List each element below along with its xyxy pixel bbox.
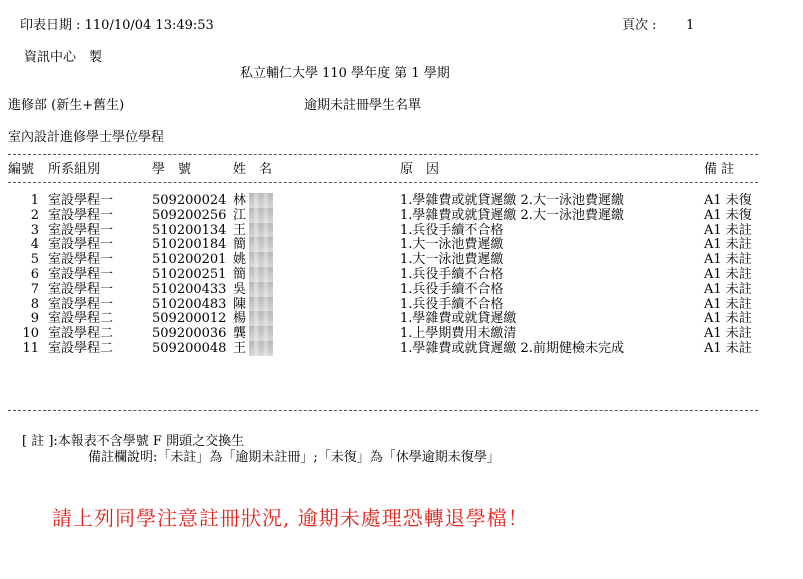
row-student-id: 509200036 bbox=[152, 326, 227, 342]
table-row bbox=[0, 267, 803, 282]
row-name: 江 bbox=[233, 207, 247, 223]
department: 室內設計進修學士學位學程 bbox=[8, 130, 165, 145]
row-remark: A1 未復 bbox=[704, 207, 752, 223]
row-group: 室設學程一 bbox=[48, 267, 114, 282]
name-redaction bbox=[249, 237, 273, 252]
row-remark: A1 未註 bbox=[704, 281, 752, 297]
row-no: 3 bbox=[30, 222, 39, 238]
col-no: 編號 bbox=[8, 162, 35, 177]
row-reason: 1.兵役手續不合格 bbox=[400, 222, 504, 238]
row-no: 5 bbox=[30, 252, 39, 268]
name-redaction bbox=[249, 252, 273, 267]
row-group: 室設學程一 bbox=[48, 252, 114, 268]
col-remark: 備 註 bbox=[704, 162, 735, 177]
row-no: 11 bbox=[22, 341, 39, 356]
name-redaction bbox=[249, 326, 273, 341]
table-header bbox=[0, 162, 803, 177]
row-reason: 1.大一泳池費遲繳 bbox=[400, 252, 504, 268]
row-no: 6 bbox=[30, 267, 39, 282]
row-group: 室設學程一 bbox=[48, 193, 114, 208]
note-remark-legend: 備註欄說明:「未註」為「逾期未註冊」;「未復」為「休學逾期未復學」 bbox=[88, 450, 500, 465]
row-remark: A1 未註 bbox=[704, 252, 752, 268]
row-name: 簡 bbox=[233, 267, 247, 282]
table-row bbox=[0, 223, 803, 238]
row-name: 陳 bbox=[233, 296, 247, 312]
table-top-rule bbox=[8, 154, 758, 155]
row-student-id: 510200201 bbox=[152, 252, 227, 268]
row-remark: A1 未註 bbox=[704, 237, 752, 253]
col-name: 姓 名 bbox=[233, 162, 273, 177]
row-reason: 1.兵役手續不合格 bbox=[400, 296, 504, 312]
row-no: 4 bbox=[30, 237, 39, 253]
row-group: 室設學程二 bbox=[48, 311, 114, 327]
page-label: 頁次 : bbox=[622, 18, 657, 33]
row-group: 室設學程二 bbox=[48, 326, 114, 342]
school-title: 私立輔仁大學 110 學年度 第 1 學期 bbox=[240, 66, 450, 81]
row-group: 室設學程一 bbox=[48, 296, 114, 312]
page-number: 1 bbox=[686, 18, 695, 33]
name-redaction bbox=[249, 341, 273, 356]
table-row bbox=[0, 311, 803, 326]
row-student-id: 510200134 bbox=[152, 222, 227, 238]
row-student-id: 510200251 bbox=[152, 267, 227, 282]
table-row bbox=[0, 208, 803, 223]
row-name: 龔 bbox=[233, 326, 247, 342]
row-no: 10 bbox=[22, 326, 39, 342]
table-row bbox=[0, 193, 803, 208]
producer: 資訊中心 製 bbox=[24, 50, 103, 65]
report-title: 逾期未註冊學生名單 bbox=[304, 98, 422, 113]
row-name: 姚 bbox=[233, 252, 247, 268]
col-group: 所系組別 bbox=[48, 162, 101, 177]
print-date: 印表日期 : 110/10/04 13:49:53 bbox=[20, 18, 214, 33]
name-redaction bbox=[249, 282, 273, 297]
row-no: 8 bbox=[30, 296, 39, 312]
row-group: 室設學程一 bbox=[48, 207, 114, 223]
row-remark: A1 未註 bbox=[704, 222, 752, 238]
name-redaction bbox=[249, 193, 273, 208]
row-reason: 1.學雜費或就貸遲繳 2.大一泳池費遲繳 bbox=[400, 207, 624, 223]
col-reason: 原 因 bbox=[400, 162, 440, 177]
table-row bbox=[0, 297, 803, 312]
name-redaction bbox=[249, 223, 273, 238]
table-row bbox=[0, 341, 803, 356]
row-reason: 1.兵役手續不合格 bbox=[400, 267, 504, 282]
row-remark: A1 未註 bbox=[704, 296, 752, 312]
row-reason: 1.大一泳池費遲繳 bbox=[400, 237, 504, 253]
row-student-id: 509200024 bbox=[152, 193, 227, 208]
row-remark: A1 未復 bbox=[704, 193, 752, 208]
row-remark: A1 未註 bbox=[704, 326, 752, 342]
table-row bbox=[0, 326, 803, 341]
row-remark: A1 未註 bbox=[704, 341, 752, 356]
col-student-id: 學 號 bbox=[152, 162, 192, 177]
row-group: 室設學程一 bbox=[48, 222, 114, 238]
name-redaction bbox=[249, 311, 273, 326]
row-student-id: 510200483 bbox=[152, 296, 227, 312]
table-row bbox=[0, 252, 803, 267]
name-redaction bbox=[249, 297, 273, 312]
row-no: 1 bbox=[30, 193, 39, 208]
row-group: 室設學程一 bbox=[48, 237, 114, 253]
row-no: 7 bbox=[30, 281, 39, 297]
row-reason: 1.兵役手續不合格 bbox=[400, 281, 504, 297]
row-reason: 1.學雜費或就貸遲繳 bbox=[400, 311, 517, 327]
row-name: 吳 bbox=[233, 281, 247, 297]
row-student-id: 509200012 bbox=[152, 311, 227, 327]
row-student-id: 510200433 bbox=[152, 281, 227, 297]
row-reason: 1.學雜費或就貸遲繳 2.大一泳池費遲繳 bbox=[400, 193, 624, 208]
note-exchange: [ 註 ]:本報表不含學號 F 開頭之交換生 bbox=[22, 434, 245, 449]
row-name: 王 bbox=[233, 222, 247, 238]
row-name: 王 bbox=[233, 341, 247, 356]
table-row bbox=[0, 237, 803, 252]
row-name: 簡 bbox=[233, 237, 247, 253]
row-name: 楊 bbox=[233, 311, 247, 327]
table-bottom-rule bbox=[8, 410, 758, 411]
name-redaction bbox=[249, 208, 273, 223]
name-redaction bbox=[249, 267, 273, 282]
row-remark: A1 未註 bbox=[704, 311, 752, 327]
table-header-rule bbox=[8, 182, 758, 183]
row-group: 室設學程一 bbox=[48, 281, 114, 297]
row-reason: 1.學雜費或就貸遲繳 2.前期健檢未完成 bbox=[400, 341, 624, 356]
row-name: 林 bbox=[233, 193, 247, 208]
row-student-id: 509200048 bbox=[152, 341, 227, 356]
registration-notice: 請上列同學注意註冊狀況, 逾期未處理恐轉退學檔！ bbox=[52, 506, 529, 530]
row-student-id: 510200184 bbox=[152, 237, 227, 253]
row-no: 9 bbox=[30, 311, 39, 327]
table-row bbox=[0, 282, 803, 297]
row-student-id: 509200256 bbox=[152, 207, 227, 223]
division: 進修部 (新生+舊生) bbox=[8, 98, 125, 113]
row-remark: A1 未註 bbox=[704, 267, 752, 282]
row-no: 2 bbox=[30, 207, 39, 223]
row-group: 室設學程二 bbox=[48, 341, 114, 356]
row-reason: 1.上學期費用未繳清 bbox=[400, 326, 517, 342]
